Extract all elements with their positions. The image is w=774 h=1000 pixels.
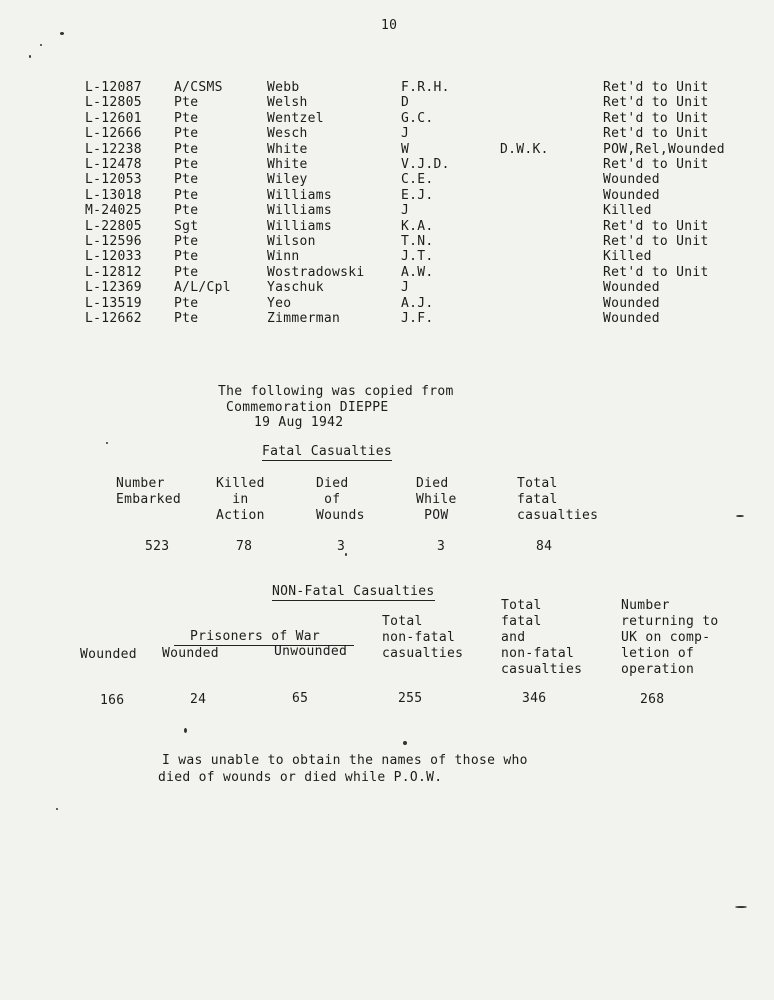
nonfatal-value-total-all: 346 — [522, 691, 547, 706]
roster-rank: Pte — [174, 264, 199, 280]
roster-status: Ret'd to Unit — [603, 95, 709, 111]
roster-surname: Wostradowski — [267, 264, 365, 280]
fatal-header-total: Total fatal casualties — [517, 476, 599, 523]
roster-initials: J.F. — [401, 311, 434, 326]
nonfatal-header-returning: Number returning to UK on comp- letion of operation — [621, 598, 719, 677]
roster-status: Ret'd to Unit — [603, 264, 709, 280]
roster-initials: J — [401, 126, 410, 142]
roster-initials: A.W. — [401, 264, 434, 280]
roster-surname: Wentzel — [267, 110, 324, 126]
roster-rank: Pte — [174, 203, 199, 219]
roster-surname: Zimmerman — [267, 311, 341, 326]
fatal-value-died-pow: 3 — [437, 539, 446, 554]
roster-service-number: L-12053 — [85, 172, 142, 188]
roster-service-number: L-12238 — [85, 141, 142, 157]
roster-initials: F.R.H. — [401, 80, 450, 95]
scan-speck — [29, 55, 31, 58]
roster-row — [0, 157, 774, 172]
scan-speck — [403, 741, 407, 745]
roster-status: Killed — [603, 249, 652, 265]
roster-status: Ret'd to Unit — [603, 234, 709, 249]
intro-line-2: Commemoration DIEPPE — [226, 400, 389, 415]
roster-rank: Pte — [174, 95, 199, 111]
nonfatal-header-pow-group: Prisoners of War — [190, 629, 321, 644]
roster-status: Ret'd to Unit — [603, 80, 709, 95]
roster-surname: Winn — [267, 249, 300, 265]
roster-row — [0, 142, 774, 157]
roster-status: Wounded — [603, 172, 660, 188]
roster-service-number: L-12369 — [85, 280, 142, 296]
roster-initials: W — [401, 141, 410, 157]
roster-rank: Pte — [174, 126, 199, 142]
fatal-header-died-pow: Died While POW — [416, 476, 457, 523]
roster-surname: White — [267, 141, 308, 157]
nonfatal-header-total-nonfatal: Total non-fatal casualties — [382, 614, 464, 661]
roster-surname: Williams — [267, 218, 333, 234]
scan-speck — [345, 553, 347, 556]
nonfatal-header-wounded: Wounded — [80, 647, 137, 662]
roster-status: Wounded — [603, 280, 660, 296]
roster-service-number: L-12601 — [85, 110, 142, 126]
roster-initials: E.J. — [401, 187, 434, 203]
scan-speck — [184, 728, 187, 733]
roster-initials: D — [401, 95, 410, 111]
nonfatal-value-wounded: 166 — [100, 693, 125, 708]
nonfatal-header-pow-unwounded: Unwounded — [274, 644, 348, 659]
fatal-value-total: 84 — [536, 539, 553, 554]
roster-row — [0, 111, 774, 126]
roster-service-number: L-12812 — [85, 264, 142, 280]
fatal-header-died-wounds: Died of Wounds — [316, 476, 365, 523]
roster-rank: Sgt — [174, 218, 199, 234]
roster-note: D.W.K. — [500, 141, 549, 157]
nonfatal-casualties-title: NON-Fatal Casualties — [272, 584, 435, 599]
roster-row — [0, 280, 774, 295]
roster-rank: Pte — [174, 110, 199, 126]
fatal-value-died-wounds: 3 — [337, 539, 346, 554]
nonfatal-header-total-all: Total fatal and non-fatal casualties — [501, 598, 583, 677]
roster-rank: Pte — [174, 187, 199, 203]
page-number: 10 — [381, 18, 398, 33]
roster-row — [0, 296, 774, 311]
nonfatal-value-pow-unwounded: 65 — [292, 691, 309, 706]
roster-row — [0, 126, 774, 141]
scan-speck — [106, 442, 108, 444]
roster-service-number: L-12087 — [85, 80, 142, 95]
scan-speck — [736, 515, 744, 517]
fatal-casualties-title: Fatal Casualties — [262, 444, 393, 459]
roster-row — [0, 249, 774, 264]
roster-surname: Welsh — [267, 95, 308, 111]
roster-service-number: L-12805 — [85, 95, 142, 111]
roster-rank: A/CSMS — [174, 80, 223, 95]
scan-speck — [735, 906, 747, 908]
roster-rank: Pte — [174, 172, 199, 188]
intro-line-3: 19 Aug 1942 — [254, 415, 344, 430]
roster-service-number: L-12596 — [85, 234, 142, 249]
roster-status: Wounded — [603, 295, 660, 311]
scan-speck — [60, 32, 64, 35]
roster-service-number: L-22805 — [85, 218, 142, 234]
roster-rank: Pte — [174, 249, 199, 265]
roster-initials: A.J. — [401, 295, 434, 311]
roster-initials: J.T. — [401, 249, 434, 265]
roster-surname: Yaschuk — [267, 280, 324, 296]
scan-speck — [40, 44, 42, 46]
roster-initials: G.C. — [401, 110, 434, 126]
roster-rank: Pte — [174, 234, 199, 249]
roster-status: POW,Rel,Wounded — [603, 141, 725, 157]
roster-surname: Wesch — [267, 126, 308, 142]
roster-service-number: L-12662 — [85, 311, 142, 326]
roster-surname: Williams — [267, 187, 333, 203]
roster-service-number: L-13018 — [85, 187, 142, 203]
roster-initials: J — [401, 280, 410, 296]
footnote-line-1: I was unable to obtain the names of those who — [162, 753, 528, 768]
roster-rank: Pte — [174, 141, 199, 157]
roster-surname: Wilson — [267, 234, 316, 249]
roster-row — [0, 219, 774, 234]
roster-row — [0, 203, 774, 218]
roster-status: Ret'd to Unit — [603, 157, 709, 172]
roster-status: Ret'd to Unit — [603, 218, 709, 234]
nonfatal-value-total-nonfatal: 255 — [398, 691, 423, 706]
roster-initials: J — [401, 203, 410, 219]
roster-surname: Webb — [267, 80, 300, 95]
roster-row — [0, 172, 774, 187]
footnote-line-2: died of wounds or died while P.O.W. — [158, 770, 443, 785]
roster-status: Ret'd to Unit — [603, 126, 709, 142]
roster-service-number: L-12666 — [85, 126, 142, 142]
roster-service-number: L-13519 — [85, 295, 142, 311]
roster-service-number: L-12033 — [85, 249, 142, 265]
roster-status: Wounded — [603, 187, 660, 203]
roster-row — [0, 265, 774, 280]
roster-status: Killed — [603, 203, 652, 219]
roster-initials: C.E. — [401, 172, 434, 188]
roster-row — [0, 188, 774, 203]
nonfatal-header-pow-wounded: Wounded — [162, 646, 219, 661]
roster-service-number: L-12478 — [85, 157, 142, 172]
intro-line-1: The following was copied from — [218, 384, 454, 399]
roster-initials: T.N. — [401, 234, 434, 249]
fatal-value-embarked: 523 — [145, 539, 170, 554]
roster-surname: Wiley — [267, 172, 308, 188]
roster-surname: White — [267, 157, 308, 172]
roster-rank: Pte — [174, 295, 199, 311]
roster-surname: Yeo — [267, 295, 292, 311]
roster-row — [0, 80, 774, 95]
fatal-header-killed: Killed in Action — [216, 476, 265, 523]
nonfatal-value-returning: 268 — [640, 692, 665, 707]
fatal-header-embarked: Number Embarked — [116, 476, 182, 507]
roster-service-number: M-24025 — [85, 203, 142, 219]
roster-surname: Williams — [267, 203, 333, 219]
roster-status: Wounded — [603, 311, 660, 326]
roster-row — [0, 234, 774, 249]
scan-speck — [56, 808, 58, 810]
roster-row — [0, 311, 774, 326]
roster-rank: Pte — [174, 157, 199, 172]
roster-rank: Pte — [174, 311, 199, 326]
roster-initials: V.J.D. — [401, 157, 450, 172]
nonfatal-value-pow-wounded: 24 — [190, 692, 207, 707]
roster-status: Ret'd to Unit — [603, 110, 709, 126]
roster-row — [0, 95, 774, 110]
fatal-value-killed: 78 — [236, 539, 253, 554]
roster-initials: K.A. — [401, 218, 434, 234]
roster-rank: A/L/Cpl — [174, 280, 231, 296]
